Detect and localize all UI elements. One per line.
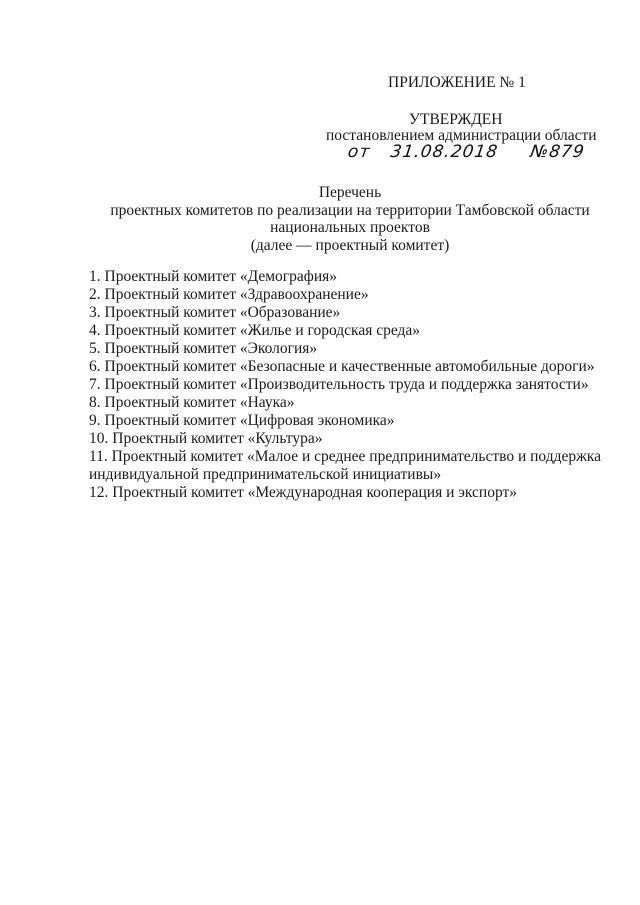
decree-line: постановлением администрации области <box>326 127 597 144</box>
list-item: 9. Проектный комитет «Цифровая экономика» <box>89 412 395 429</box>
appendix-label: ПРИЛОЖЕНИЕ № 1 <box>388 74 526 91</box>
list-item: 11. Проектный комитет «Малое и среднее предпринимательство и поддержка индивидуальной предпринимательской инициативы» <box>89 448 602 483</box>
document-title <box>80 184 620 254</box>
committee-list <box>89 268 609 502</box>
list-item: 12. Проектный комитет «Международная кооперация и экспорт» <box>89 484 518 501</box>
title-line-4: (далее — проектный комитет) <box>250 236 450 254</box>
handwritten-number: №879 <box>529 142 587 162</box>
list-item: 4. Проектный комитет «Жилье и городская среда» <box>89 322 421 339</box>
list-item: 3. Проектный комитет «Образование» <box>89 304 341 321</box>
list-item: 8. Проектный комитет «Наука» <box>89 394 295 411</box>
handwritten-date-line <box>347 142 586 162</box>
title-line-2: проектных комитетов по реализации на территории Тамбовской области <box>110 201 590 219</box>
list-item: 6. Проектный комитет «Безопасные и качественные автомобильные дороги» <box>89 358 595 375</box>
title-line-1: Перечень <box>318 184 382 201</box>
handwritten-date: 31.08.2018 <box>389 142 500 162</box>
list-item: 1. Проектный комитет «Демография» <box>89 268 337 285</box>
list-item: 5. Проектный комитет «Экология» <box>89 340 318 357</box>
list-item: 10. Проектный комитет «Культура» <box>89 430 323 447</box>
list-item: 2. Проектный комитет «Здравоохранение» <box>89 286 369 303</box>
list-item: 7. Проектный комитет «Производительность труда и поддержка занятости» <box>89 376 589 393</box>
title-line-3: национальных проектов <box>270 219 430 236</box>
handwritten-from: от <box>346 142 372 162</box>
approved-label: УТВЕРЖДЕН <box>409 111 503 128</box>
